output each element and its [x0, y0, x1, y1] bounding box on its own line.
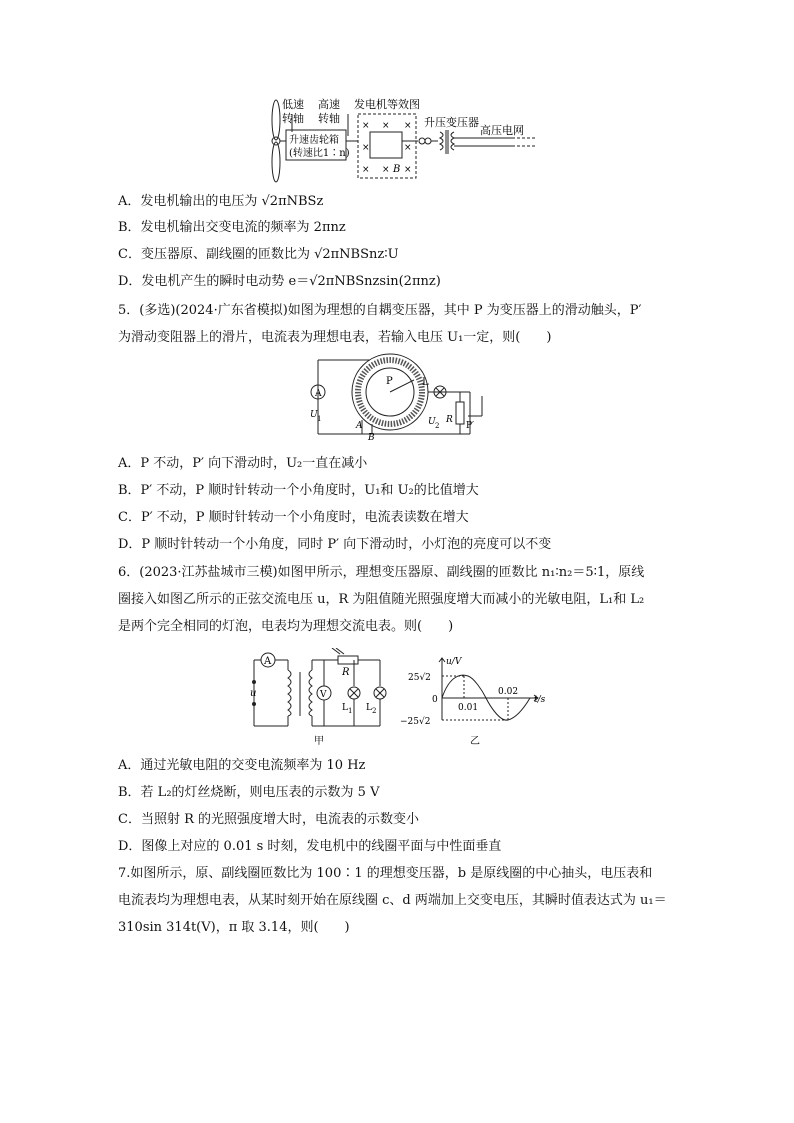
- q4-option-c: C．变压器原、副线圈的匝数比为 √2πNBSnz∶U: [118, 247, 399, 262]
- q5-l-label: L: [422, 377, 429, 388]
- q5-b-label: B: [368, 433, 375, 443]
- grid-label: 高压电网: [480, 124, 524, 137]
- svg-text:×: ×: [362, 165, 370, 175]
- q6-t2-tick: 0.02: [498, 687, 519, 697]
- q5-r-label: R: [446, 415, 453, 425]
- svg-text:×: ×: [362, 143, 370, 153]
- q5-option-d: D．P 顺时针转动一个小角度，同时 P′ 向下滑动时，小灯泡的亮度可以不变: [118, 537, 552, 552]
- transformer-label: 升压变压器: [424, 116, 479, 129]
- low-speed-label-1: 低速: [282, 98, 304, 111]
- q6-pos-peak: 25√2: [408, 673, 431, 683]
- q7-stem-line-2: 电流表均为理想电表，从某时刻开始在原线圈 c、d 两端加上交变电压，其瞬时值表达式为 u₁＝: [118, 893, 667, 908]
- svg-text:×: ×: [382, 165, 390, 175]
- q6-xlabel: t/s: [534, 695, 546, 705]
- q5-option-a: A．P 不动，P′ 向下滑动时，U₂一直在减小: [118, 456, 368, 471]
- svg-text:×: ×: [362, 121, 370, 131]
- q5-option-b: B．P′ 不动，P 顺时针转动一个小角度时，U₁和 U₂的比值增大: [118, 483, 479, 498]
- q6-origin: 0: [432, 695, 438, 705]
- q7-stem-line-1: 7.如图所示，原、副线圈匝数比为 100∶1 的理想变压器，b 是原线圈的中心抽头，电压表和: [118, 866, 653, 881]
- q6-ylabel: u/V: [446, 657, 462, 667]
- q6-stem-line-3: 是两个完全相同的灯泡，电表均为理想交流电表。则( ): [118, 619, 454, 634]
- q5-pprime-label: P′: [466, 421, 475, 431]
- q6-l1-label: L: [342, 703, 348, 713]
- svg-text:×: ×: [382, 121, 390, 131]
- equiv-title: 发电机等效图: [354, 98, 420, 111]
- q5-option-c: C．P′ 不动，P 顺时针转动一个小角度时，电流表读数在增大: [118, 510, 469, 525]
- b-field-label: B: [393, 164, 401, 175]
- field-crosses: [362, 121, 412, 175]
- q5-ammeter-label: A: [315, 389, 322, 399]
- q6-jia-caption: 甲: [314, 736, 324, 746]
- q6-l2-label: L: [366, 703, 372, 713]
- q5-u1-sub: 1: [317, 415, 322, 423]
- q5-u2-sub: 2: [435, 422, 440, 430]
- q6-ammeter-label: A: [264, 656, 272, 667]
- high-speed-label-2: 转轴: [318, 112, 340, 125]
- q5-p-label: P: [386, 376, 393, 387]
- q6-option-a: A．通过光敏电阻的交变电流频率为 10 Hz: [118, 758, 366, 773]
- q6-option-d: D．图像上对应的 0.01 s 时刻，发电机中的线圈平面与中性面垂直: [118, 839, 502, 854]
- svg-text:×: ×: [404, 165, 412, 175]
- q6-waveform-figure: [398, 652, 548, 746]
- q7-stem-line-3: 310sin 314t(V)，π 取 3.14，则( ): [118, 920, 350, 935]
- q5-stem-line-2: 为滑动变阻器上的滑片，电流表为理想电表，若输入电压 U₁一定，则( ): [118, 330, 552, 345]
- q6-yi-caption: 乙: [470, 736, 480, 746]
- svg-text:×: ×: [404, 143, 412, 153]
- q5-u1-label: U: [310, 410, 318, 420]
- q4-option-b: B．发电机输出交变电流的频率为 2πnz: [118, 220, 346, 235]
- q6-t1-tick: 0.01: [458, 703, 479, 713]
- gearbox-label-2: (转速比1∶n): [289, 148, 350, 159]
- low-speed-label-2: 转轴: [282, 112, 304, 125]
- q6-l1-sub: 1: [348, 707, 353, 715]
- q5-u2-label: U: [428, 417, 436, 427]
- q6-stem-line-2: 圈接入如图乙所示的正弦交流电压 u，R 为阻值随光照强度增大而减小的光敏电阻，L₁和 L₂: [118, 592, 645, 607]
- q6-neg-peak: −25√2: [400, 717, 431, 727]
- q6-option-c: C．当照射 R 的光照强度增大时，电流表的示数变小: [118, 812, 419, 827]
- q4-option-a: A．发电机输出的电压为 √2πNBSz: [118, 194, 324, 209]
- high-speed-label-1: 高速: [318, 98, 340, 111]
- q6-option-b: B．若 L₂的灯丝烧断，则电压表的示数为 5 V: [118, 785, 380, 800]
- q6-v-label: V: [320, 690, 327, 700]
- q5-a-label: A: [356, 421, 363, 431]
- q4-option-d: D．发电机产生的瞬时电动势 e＝√2πNBSnzsin(2πnz): [118, 274, 441, 289]
- q6-u-label: u: [250, 688, 257, 699]
- q6-r-label: R: [342, 667, 350, 678]
- svg-text:×: ×: [404, 121, 412, 131]
- autotransformer-figure: [310, 352, 500, 444]
- gearbox-label-1: 升速齿轮箱: [289, 135, 339, 146]
- q6-stem-line-1: 6．(2023·江苏盐城市三模)如图甲所示，理想变压器原、副线圈的匝数比 n₁∶n₂＝5∶1，原线: [118, 565, 645, 580]
- q5-stem-line-1: 5．(多选)(2024·广东省模拟)如图为理想的自耦变压器，其中 P 为变压器上的滑动触头，P′: [118, 303, 642, 318]
- q6-circuit-figure: [244, 648, 394, 746]
- q6-l2-sub: 2: [372, 707, 377, 715]
- generator-figure: [262, 96, 542, 186]
